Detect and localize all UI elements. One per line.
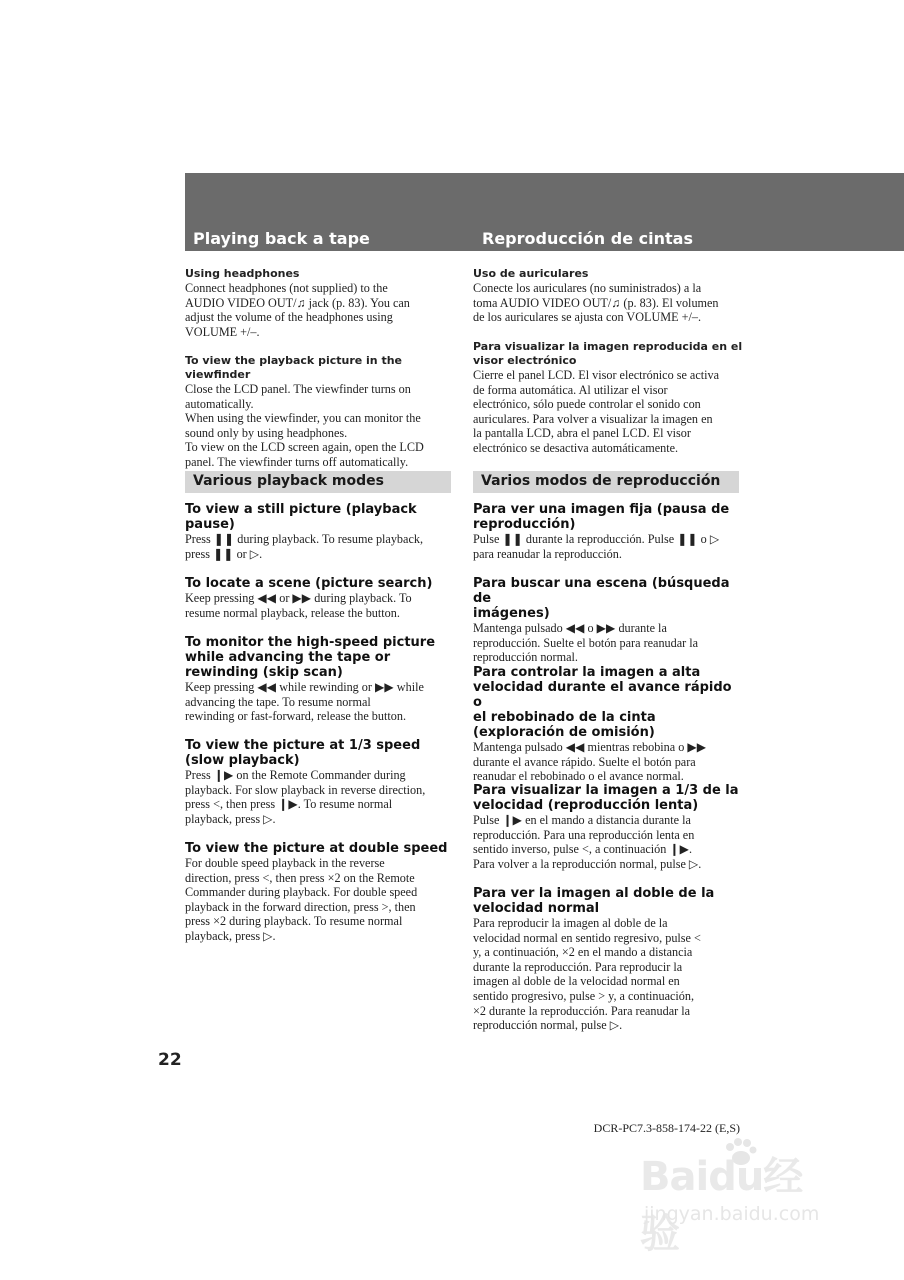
es-double-body	[473, 916, 745, 1033]
en-slow-section	[185, 738, 457, 826]
en-skip-section	[185, 635, 457, 724]
text-line: sentido inverso, pulse <, a continuación ❙▶.	[473, 842, 693, 857]
text-line: para reanudar la reproducción.	[473, 546, 622, 561]
text-line: Para reproducir la imagen al doble de la	[473, 916, 668, 930]
heading-line: To view the picture at 1/3 speed	[185, 738, 421, 753]
text-line: Para volver a la reproducción normal, pulse ▷.	[473, 856, 702, 871]
text-line: Mantenga pulsado ◀◀ o ▶▶ durante la	[473, 621, 667, 635]
en-search-body	[185, 591, 457, 620]
text-line: reproducción. Suelte el botón para reanudar la	[473, 635, 699, 650]
page-number: 22	[158, 1050, 182, 1070]
text-line: playback in the forward direction, press >, then	[185, 899, 416, 914]
en-headphones-heading: Using headphones	[185, 267, 300, 280]
heading-line: (exploración de omisión)	[473, 725, 655, 740]
text-line: Keep pressing ◀◀ or ▶▶ during playback. To	[185, 591, 412, 605]
en-viewfinder-section	[185, 354, 457, 470]
text-line: Press ❚❚ during playback. To resume playback,	[185, 532, 423, 546]
text-line: de los auriculares se ajusta con VOLUME +/–.	[473, 310, 701, 325]
text-line: ×2 durante la reproducción. Para reanudar la	[473, 1003, 691, 1018]
en-slow-body	[185, 768, 457, 826]
en-headphones-body	[185, 281, 457, 339]
heading-line: To view a still picture (playback	[185, 502, 417, 517]
text-line: electrónico, sólo puede controlar el sonido con	[473, 397, 701, 412]
heading-line: To monitor the high-speed picture	[185, 635, 436, 650]
text-line: Mantenga pulsado ◀◀ mientras rebobina o ▶▶	[473, 740, 707, 754]
en-still-section	[185, 502, 457, 561]
en-skip-heading	[185, 635, 457, 680]
text-line: electrónico se desactiva automáticamente.	[473, 440, 679, 455]
heading-line: Para visualizar la imagen reproducida en el	[473, 340, 743, 353]
text-line: adjust the volume of the headphones using	[185, 310, 393, 325]
heading-line: velocidad normal	[473, 901, 600, 916]
heading-line: pause)	[185, 517, 235, 532]
text-line: When using the viewfinder, you can monitor the	[185, 411, 421, 426]
es-search-body	[473, 621, 745, 665]
text-line: durante la reproducción. Para reproducir la	[473, 959, 683, 974]
heading-line: velocidad (reproducción lenta)	[473, 798, 699, 813]
document-code: DCR-PC7.3-858-174-22 (E,S)	[593, 1121, 740, 1135]
text-line: reproducción normal.	[473, 650, 578, 665]
text-line: sentido progresivo, pulse > y, a continuación,	[473, 988, 695, 1003]
heading-line: visor electrónico	[473, 354, 577, 367]
text-line: Pulse ❚❚ durante la reproducción. Pulse ❚❚ o ▷	[473, 532, 720, 546]
text-line: de forma automática. Al utilizar el visor	[473, 382, 668, 397]
text-line: Connect headphones (not supplied) to the	[185, 281, 388, 295]
es-headphones-body	[473, 281, 745, 325]
text-line: For double speed playback in the reverse	[185, 856, 385, 870]
heading-line: Para buscar una escena (búsqueda de	[473, 576, 730, 606]
text-line: panel. The viewfinder turns off automatically.	[185, 454, 409, 469]
text-line: resume normal playback, release the button.	[185, 605, 400, 620]
en-viewfinder-heading: To view the playback picture in the viewfinder	[185, 354, 403, 381]
en-slow-heading	[185, 738, 457, 768]
text-line: rewinding or fast-forward, release the button.	[185, 709, 406, 724]
en-modes-band	[185, 471, 451, 493]
text-line: To view on the LCD screen again, open the LCD	[185, 440, 424, 455]
heading-line: rewinding (skip scan)	[185, 665, 343, 680]
es-skip-body	[473, 740, 745, 784]
text-line: AUDIO VIDEO OUT/♫ jack (p. 83). You can	[185, 295, 410, 310]
text-line: press ×2 during playback. To resume normal	[185, 914, 403, 929]
text-line: la pantalla LCD, abra el panel LCD. El visor	[473, 426, 691, 441]
text-line: playback, press ▷.	[185, 928, 276, 943]
text-line: Cierre el panel LCD. El visor electrónico se activa	[473, 368, 720, 382]
text-line: press <, then press ❙▶. To resume normal	[185, 797, 393, 812]
es-search-heading	[473, 576, 745, 621]
es-still-section	[473, 502, 745, 561]
en-viewfinder-body	[185, 382, 457, 470]
text-line: press ❚❚ or ▷.	[185, 546, 263, 561]
heading-line: To locate a scene (picture search)	[185, 576, 433, 591]
text-line: automatically.	[185, 396, 254, 411]
heading-line: Para controlar la imagen a alta	[473, 665, 701, 680]
watermark-brand: Baidu经验	[640, 1154, 803, 1257]
text-line: playback. For slow playback in reverse direction,	[185, 782, 426, 797]
es-still-heading	[473, 502, 745, 532]
heading-line: Para ver una imagen fija (pausa de	[473, 502, 730, 517]
watermark-url: jingyan.baidu.com	[644, 1203, 820, 1225]
text-line: advancing the tape. To resume normal	[185, 694, 371, 709]
en-headphones-section	[185, 267, 457, 339]
text-line: playback, press ▷.	[185, 811, 276, 826]
heading-line: imágenes)	[473, 606, 550, 621]
en-still-body	[185, 532, 457, 561]
text-line: direction, press <, then press ×2 on the Remote	[185, 870, 415, 885]
text-line: velocidad normal en sentido regresivo, pulse <	[473, 930, 701, 945]
es-skip-heading	[473, 665, 745, 740]
en-search-section	[185, 576, 457, 620]
heading-line: To view the picture at double speed	[185, 841, 448, 856]
es-double-section	[473, 886, 745, 1033]
page-title-es: Reproducción de cintas	[482, 229, 693, 248]
en-still-heading	[185, 502, 457, 532]
es-viewfinder-heading	[473, 340, 745, 368]
text-line: Close the LCD panel. The viewfinder turns on	[185, 382, 411, 396]
heading-line: while advancing the tape or	[185, 650, 391, 665]
en-skip-body	[185, 680, 457, 724]
heading-line: reproducción)	[473, 517, 576, 532]
text-line: imagen al doble de la velocidad normal en	[473, 974, 680, 989]
es-headphones-section	[473, 267, 745, 325]
es-viewfinder-section	[473, 340, 745, 456]
en-modes-title: Various playback modes	[193, 473, 384, 489]
text-line: Commander during playback. For double speed	[185, 885, 418, 900]
heading-line: Para visualizar la imagen a 1/3 de la	[473, 783, 739, 798]
text-line: reproducción. Para una reproducción lenta en	[473, 827, 695, 842]
es-viewfinder-body	[473, 368, 745, 456]
en-search-heading	[185, 576, 457, 591]
baidu-watermark	[640, 1145, 840, 1255]
heading-line: velocidad durante el avance rápido o	[473, 680, 732, 710]
text-line: Pulse ❙▶ en el mando a distancia durante la	[473, 813, 691, 827]
text-line: durante el avance rápido. Suelte el botón para	[473, 754, 696, 769]
es-slow-body	[473, 813, 745, 871]
text-line: auriculares. Para volver a visualizar la imagen en	[473, 411, 713, 426]
es-slow-heading	[473, 783, 745, 813]
es-still-body	[473, 532, 745, 561]
page-title-en: Playing back a tape	[193, 229, 370, 248]
text-line: toma AUDIO VIDEO OUT/♫ (p. 83). El volumen	[473, 295, 719, 310]
text-line: reproducción normal, pulse ▷.	[473, 1018, 623, 1033]
es-skip-section	[473, 665, 745, 784]
es-search-section	[473, 576, 745, 665]
es-modes-band	[473, 471, 739, 493]
en-double-section	[185, 841, 457, 944]
en-double-body	[185, 856, 457, 944]
es-headphones-heading: Uso de auriculares	[473, 267, 589, 280]
text-line: reanudar el rebobinado o el avance normal.	[473, 769, 684, 784]
es-double-heading	[473, 886, 745, 916]
header-banner	[185, 173, 904, 251]
heading-line: el rebobinado de la cinta	[473, 710, 656, 725]
en-double-heading	[185, 841, 457, 856]
heading-line: Para ver la imagen al doble de la	[473, 886, 715, 901]
text-line: Conecte los auriculares (no suministrados) a la	[473, 281, 702, 295]
text-line: Press ❙▶ on the Remote Commander during	[185, 768, 406, 782]
text-line: Keep pressing ◀◀ while rewinding or ▶▶ while	[185, 680, 424, 694]
heading-line: (slow playback)	[185, 753, 300, 768]
text-line: VOLUME +/–.	[185, 324, 260, 339]
es-modes-title: Varios modos de reproducción	[481, 473, 721, 489]
text-line: sound only by using headphones.	[185, 425, 348, 440]
es-slow-section	[473, 783, 745, 871]
text-line: y, a continuación, ×2 en el mando a distancia	[473, 945, 693, 960]
